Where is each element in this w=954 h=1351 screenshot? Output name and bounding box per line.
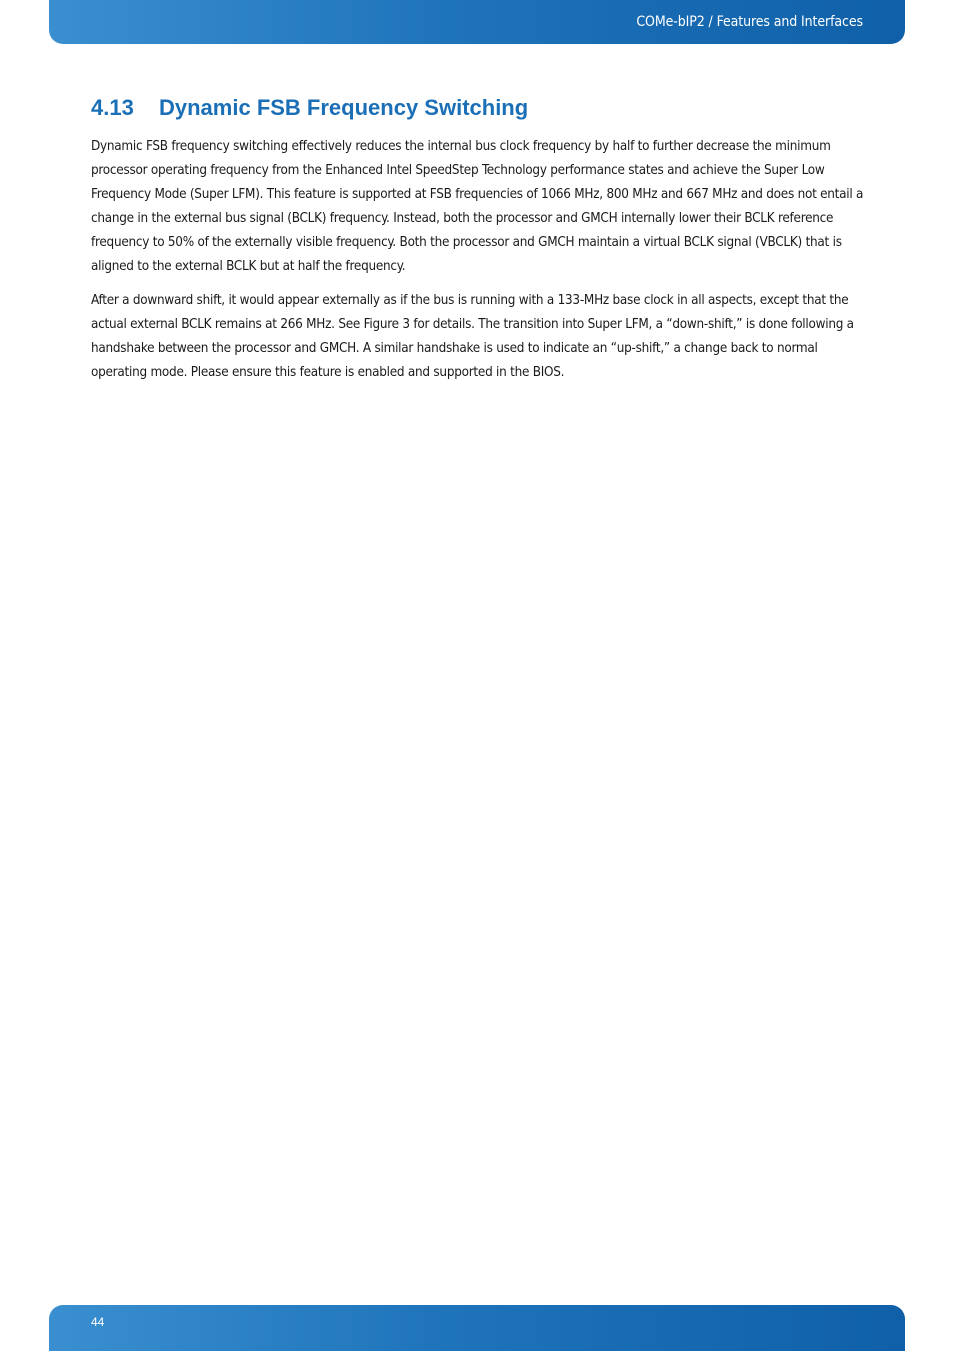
- document-title: COMe-bIP2 / Features and Interfaces: [636, 14, 863, 30]
- footer-bar: [49, 1305, 905, 1351]
- body-paragraph-2: After a downward shift, it would appear externally as if the bus is running with a 133-MHz base clock in all aspects, except that the actual external BCLK remains at 266 MHz. See Figure 3 for details. The transition into Super LFM, a “down-shift,” is done following a handshake between the processor and GMCH. A similar handshake is used to indicate an “up-shift,” a change back to normal operating mode. Please ensure this feature is enabled and supported in the BIOS.: [91, 293, 854, 380]
- page-number: 44: [91, 1315, 105, 1329]
- section-title: Dynamic FSB Frequency Switching: [159, 95, 529, 120]
- body-paragraph-1: Dynamic FSB frequency switching effectively reduces the internal bus clock frequency by half to further decrease the minimum processor operating frequency from the Enhanced Intel SpeedStep Technology performance states and achieve the Super Low Frequency Mode (Super LFM). This feature is supported at FSB frequencies of 1066 MHz, 800 MHz and 667 MHz and does not entail a change in the external bus signal (BCLK) frequency. Instead, both the processor and GMCH internally lower their BCLK reference frequency to 50% of the externally visible frequency. Both the processor and GMCH maintain a virtual BCLK signal (VBCLK) that is aligned to the external BCLK but at half the frequency.: [91, 139, 864, 274]
- section-heading: [91, 95, 528, 121]
- header-bar: [49, 0, 905, 44]
- section-number: 4.13: [91, 95, 134, 120]
